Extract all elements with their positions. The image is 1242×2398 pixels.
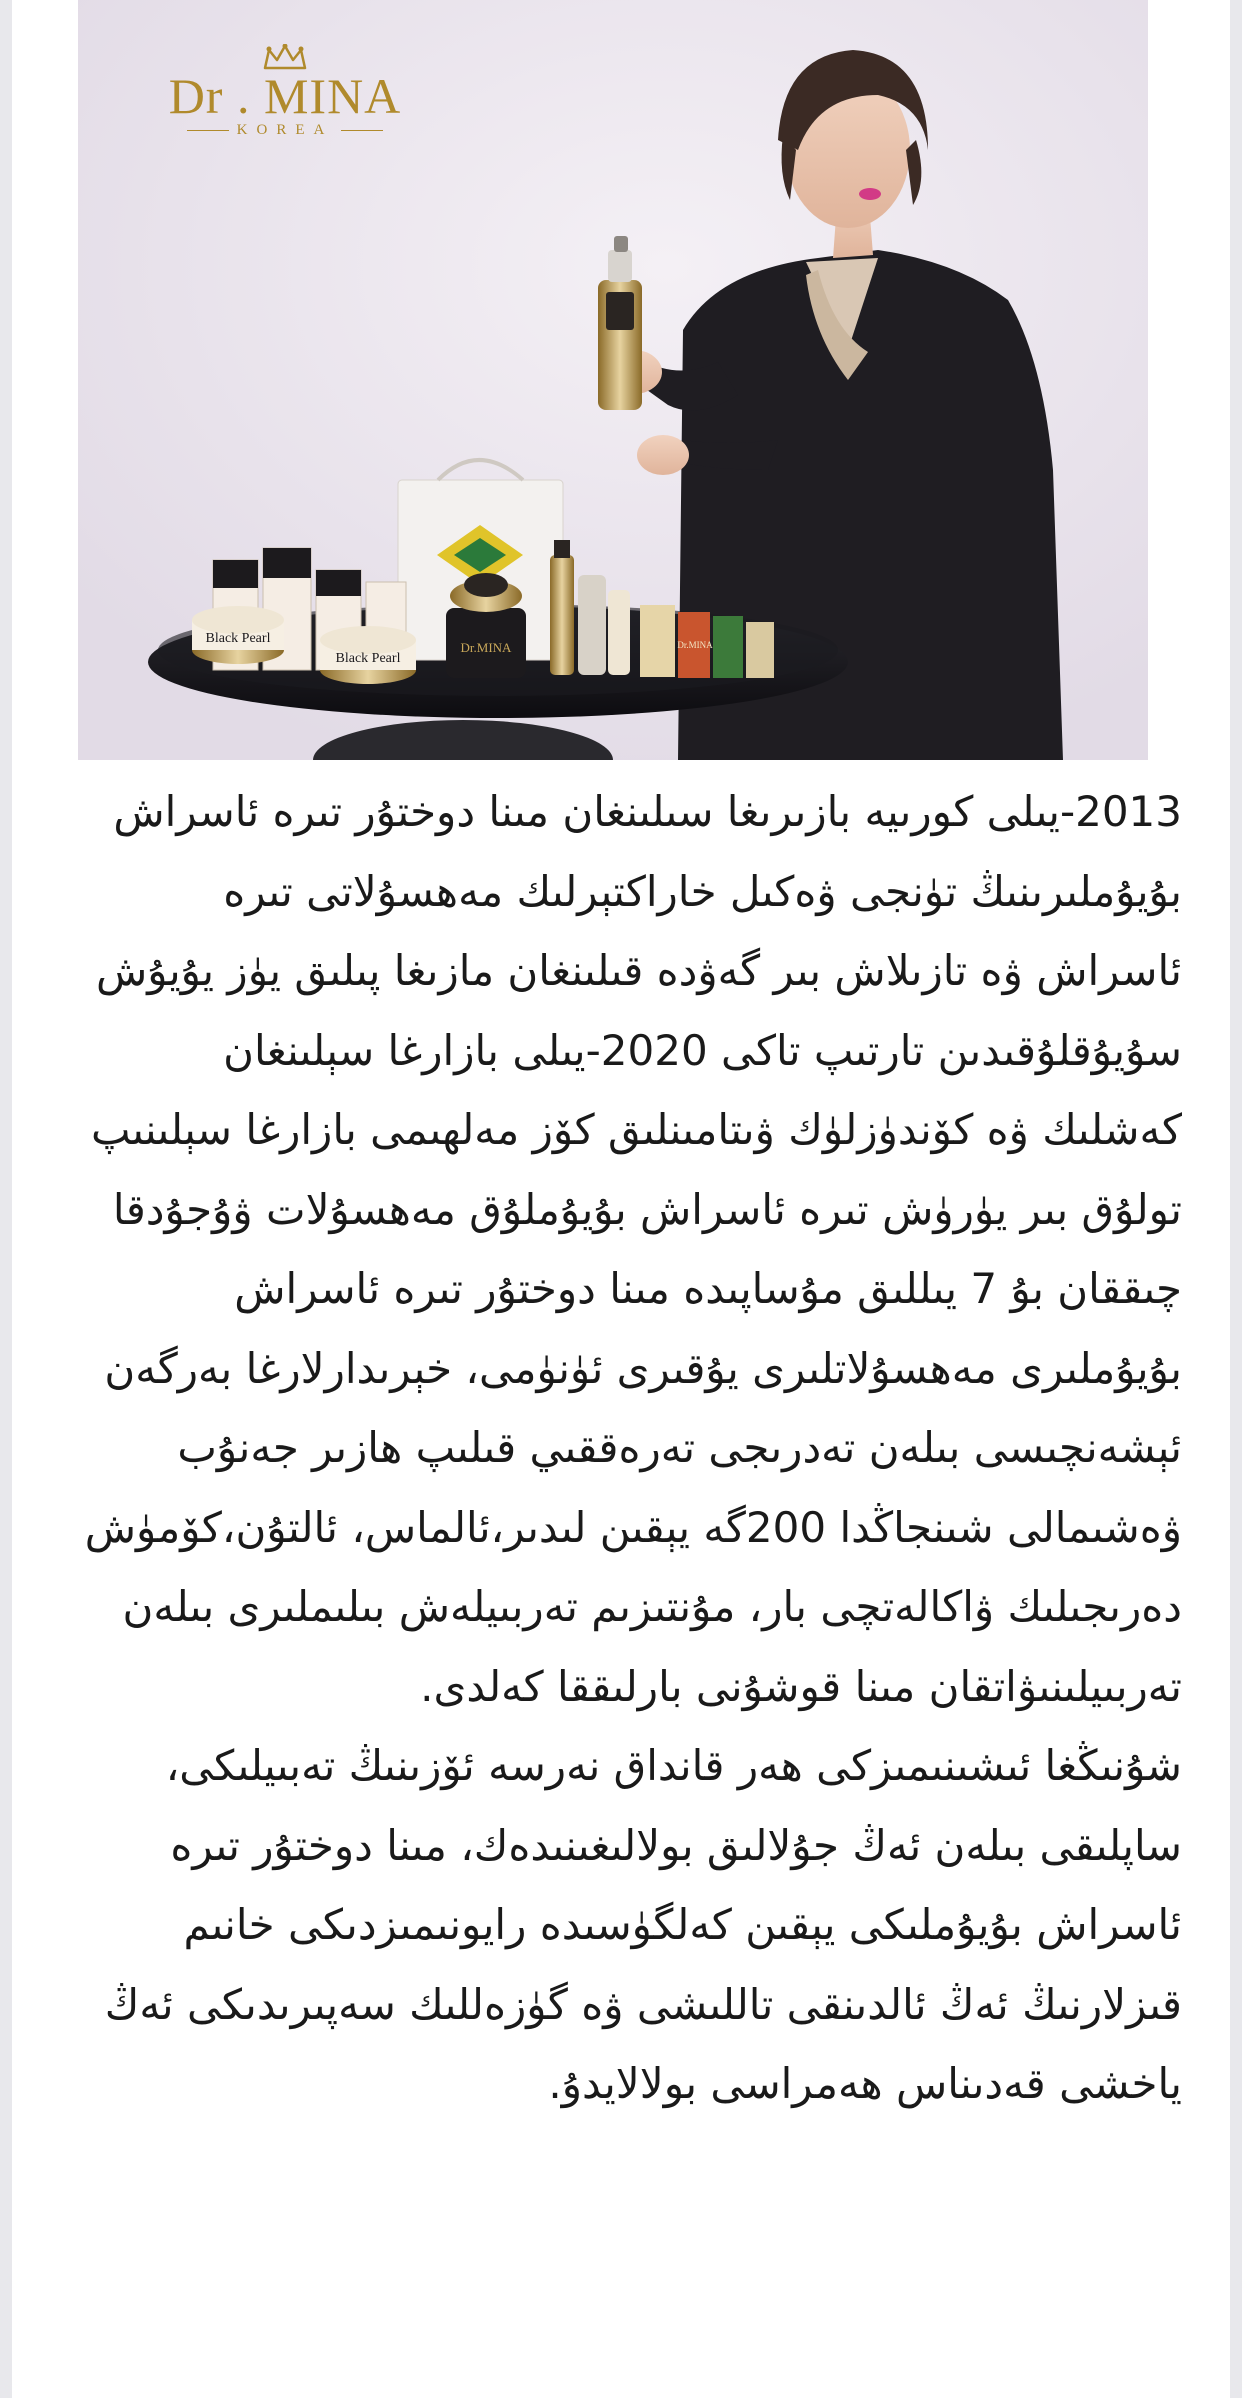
article-body — [72, 772, 1182, 2124]
article-paragraph: شۇنىڭغا ئىشىنىمىزكى ھەر قانداق نەرسە ئۆزىنىڭ تەبىيلىكى، ساپلىقى بىلەن ئەڭ جۇلالىق بولالىغىنىدەك، مىنا دوختۇر تىرە ئاسراش بۇيۇملىكى يېقىن كەلگۈسىدە رايونىمىزدىكى خانىم قىزلارنىڭ ئەڭ ئالدىنقى تاللىشى ۋە گۈزەللىك سەپىرىدىكى ئەڭ ياخشى قەدىناس ھەمراسى بولالايدۇ. — [104, 1741, 1182, 2108]
product-label: Dr.MINA — [460, 640, 512, 655]
crown-icon — [263, 44, 307, 70]
product-label: Black Pearl — [205, 631, 271, 646]
brand-logo — [150, 44, 420, 138]
article-paragraph: 2013-يىلى كورىيە بازىرىغا سىلىنغان مىنا دوختۇر تىرە ئاسراش بۇيۇملىرىنىڭ تۈنجى ۋەكىل خاراكتېرلىك مەھسۇلاتى تىرە ئاسراش ۋە تازىلاش بىر گەۋدە قىلىنغان مازىغا پىلىق يۈز يۇيۇش سۇيۇقلۇقىدىن تارتىپ تاكى 2020-يىلى بازارغا سېلىنغان كەشلىك ۋە كۆندۈزلۈك ۋىتامىنلىق كۆز مەلھىمى بازارغا سېلىنىپ تولۇق بىر يۈرۈش تىرە ئاسراش بۇيۇملۇق مەھسۇلات ۋۇجۇدقا چىققان بۇ 7 يىللىق مۇساپىدە مىنا دوختۇر تىرە ئاسراش بۇيۇملىرى مەھسۇلاتلىرى يۇقىرى ئۈنۈمى، خېرىدارلارغا بەرگەن ئېشەنچىسى بىلەن تەدرىجى تەرەققىي قىلىپ ھازىر جەنۇب ۋەشىمالى شىنجاڭدا 200گە يېقىن لىدىر،ئالماس، ئالتۇن،كۆمۈش دەرىجىلىك ۋاكالەتچى بار، مۇنتىزىم تەربىيلەش بىلىملىرى بىلەن تەربىيلىنىۋاتقان مىنا قوشۇنى بارلىققا كەلدى. — [84, 787, 1182, 1711]
product-label: Dr.MINA — [677, 640, 713, 650]
hero-image — [78, 0, 1148, 760]
product-label: Black Pearl — [335, 651, 401, 666]
logo-subtitle: KOREA — [150, 122, 420, 138]
page — [12, 0, 1230, 2398]
logo-wordmark: Dr . MINA — [168, 68, 402, 124]
